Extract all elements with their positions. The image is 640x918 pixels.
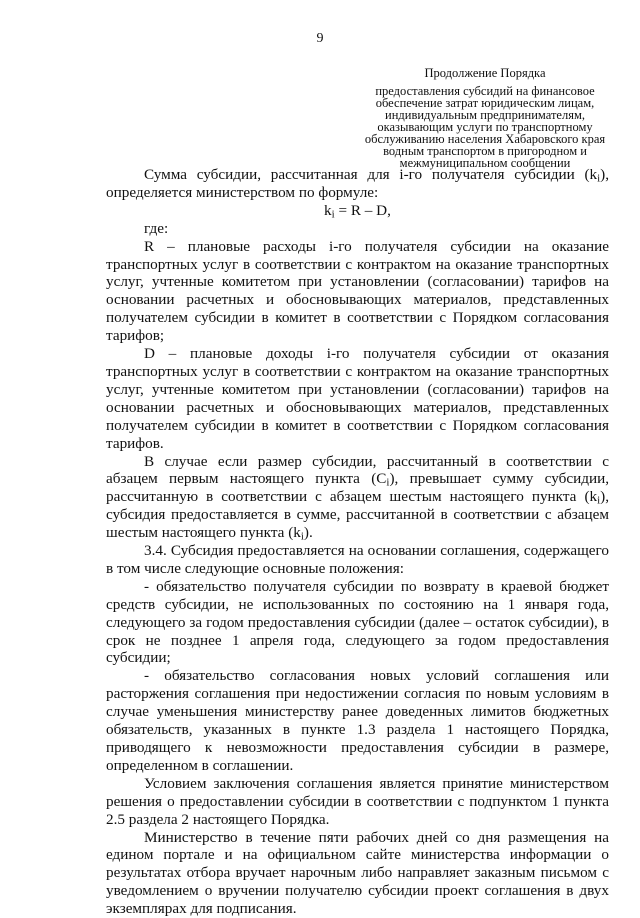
document-body: [106, 166, 609, 918]
appendix-line: обслуживанию населения Хабаровского края: [364, 132, 606, 146]
formula: [106, 202, 609, 220]
subscript: i: [597, 495, 601, 508]
paragraph-text: ), превышает сумму субсидии, рассчитанную в соответствии с абзацем шестым настоящего пункта (k: [106, 470, 609, 506]
paragraph-where: где:: [144, 219, 169, 237]
paragraph-definition-r: R – плановые расходы i-го получателя субсидии на оказание транспортных услуг в соответствии с контрактом на оказание транспортных услуг, учтенные комитетом при установлении (согласовании) тарифов на основании расчетных и обосновывающих материалов, представленных получателем субсидии в комитет в соответствии с Порядком согласования тарифов;: [106, 237, 609, 345]
subscript: i: [331, 208, 335, 221]
paragraph-text: ).: [303, 524, 313, 542]
appendix-title: Продолжение Порядка: [424, 66, 546, 80]
appendix-line: предоставления субсидий на финансовое: [375, 84, 595, 98]
paragraph-text: В случае если размер субсидии, рассчитанный в соответствии с абзацем первым настоящего пункта (C: [106, 452, 609, 488]
paragraph-definition-d: D – плановые доходы i-го получателя субсидии от оказания транспортных услуг в соответствии с контрактом на оказание транспортных услуг, учтенные комитетом при установлении (согласовании) тарифов на основании расчетных и обосновывающих материалов, представленных получателем субсидии в комитет в соответствии с Порядком согласования тарифов.: [106, 345, 609, 452]
appendix-line: оказывающим услуги по транспортному: [377, 120, 593, 134]
formula-text: = R – D,: [334, 201, 391, 219]
paragraph-text: ), субсидия предоставляется в сумме, рассчитанной в соответствии с абзацем шестым настоящего пункта (k: [106, 488, 609, 542]
paragraph-text: Сумма субсидии, рассчитанная для i-го получателя субсидии (k: [144, 166, 598, 183]
subscript: i: [597, 172, 601, 185]
appendix-line: индивидуальным предпринимателям,: [385, 108, 585, 122]
paragraph-ministry: Министерство в течение пяти рабочих дней со дня размещения на едином портале и на официальном сайте министерства информации о результатах отбора вручает нарочным либо направляет заказным письмом с уведомлением о вручении получателю субсидии проект соглашения в двух экземплярах для подписания.: [106, 828, 609, 918]
paragraph-subsidy-amount: [106, 166, 609, 202]
appendix-header: [352, 67, 618, 169]
paragraph-3-4: 3.4. Субсидия предоставляется на основании соглашения, содержащего в том числе следующие основные положения:: [106, 542, 609, 577]
paragraph-bullet-agreement: - обязательство согласования новых условий соглашения или расторжения соглашения при недостижении согласия по новым условиям в случае уменьшения министерству ранее доведенных лимитов бюджетных обязательств, указанных в пункте 1.3 раздела 1 настоящего Порядка, приводящего к невозможности предоставления субсидии в размере, определенном в соглашении.: [106, 667, 609, 774]
appendix-line: межмуниципальном сообщении: [399, 156, 571, 170]
formula-text: k: [324, 201, 332, 219]
appendix-line: водным транспортом в пригородном и: [383, 144, 587, 158]
appendix-line: обеспечение затрат юридическим лицам,: [375, 96, 595, 110]
paragraph-bullet-return: - обязательство получателя субсидии по возврату в краевой бюджет средств субсидии, не использованных по состоянию на 1 января года, следующего за годом предоставления субсидии (далее – остаток субсидии), в срок не позднее 1 апреля года, следующего за годом предоставления субсидии;: [106, 577, 609, 667]
paragraph-text: ), определяется министерством по формуле:: [106, 166, 609, 201]
subscript: i: [300, 530, 304, 543]
paragraph-condition: Условием заключения соглашения является принятие министерством решения о предоставлении субсидии в соответствии с подпунктом 1 пункта 2.5 раздела 2 настоящего Порядка.: [106, 774, 609, 828]
paragraph-case: [106, 453, 609, 543]
page-number: 9: [316, 31, 324, 46]
subscript: i: [386, 477, 390, 490]
